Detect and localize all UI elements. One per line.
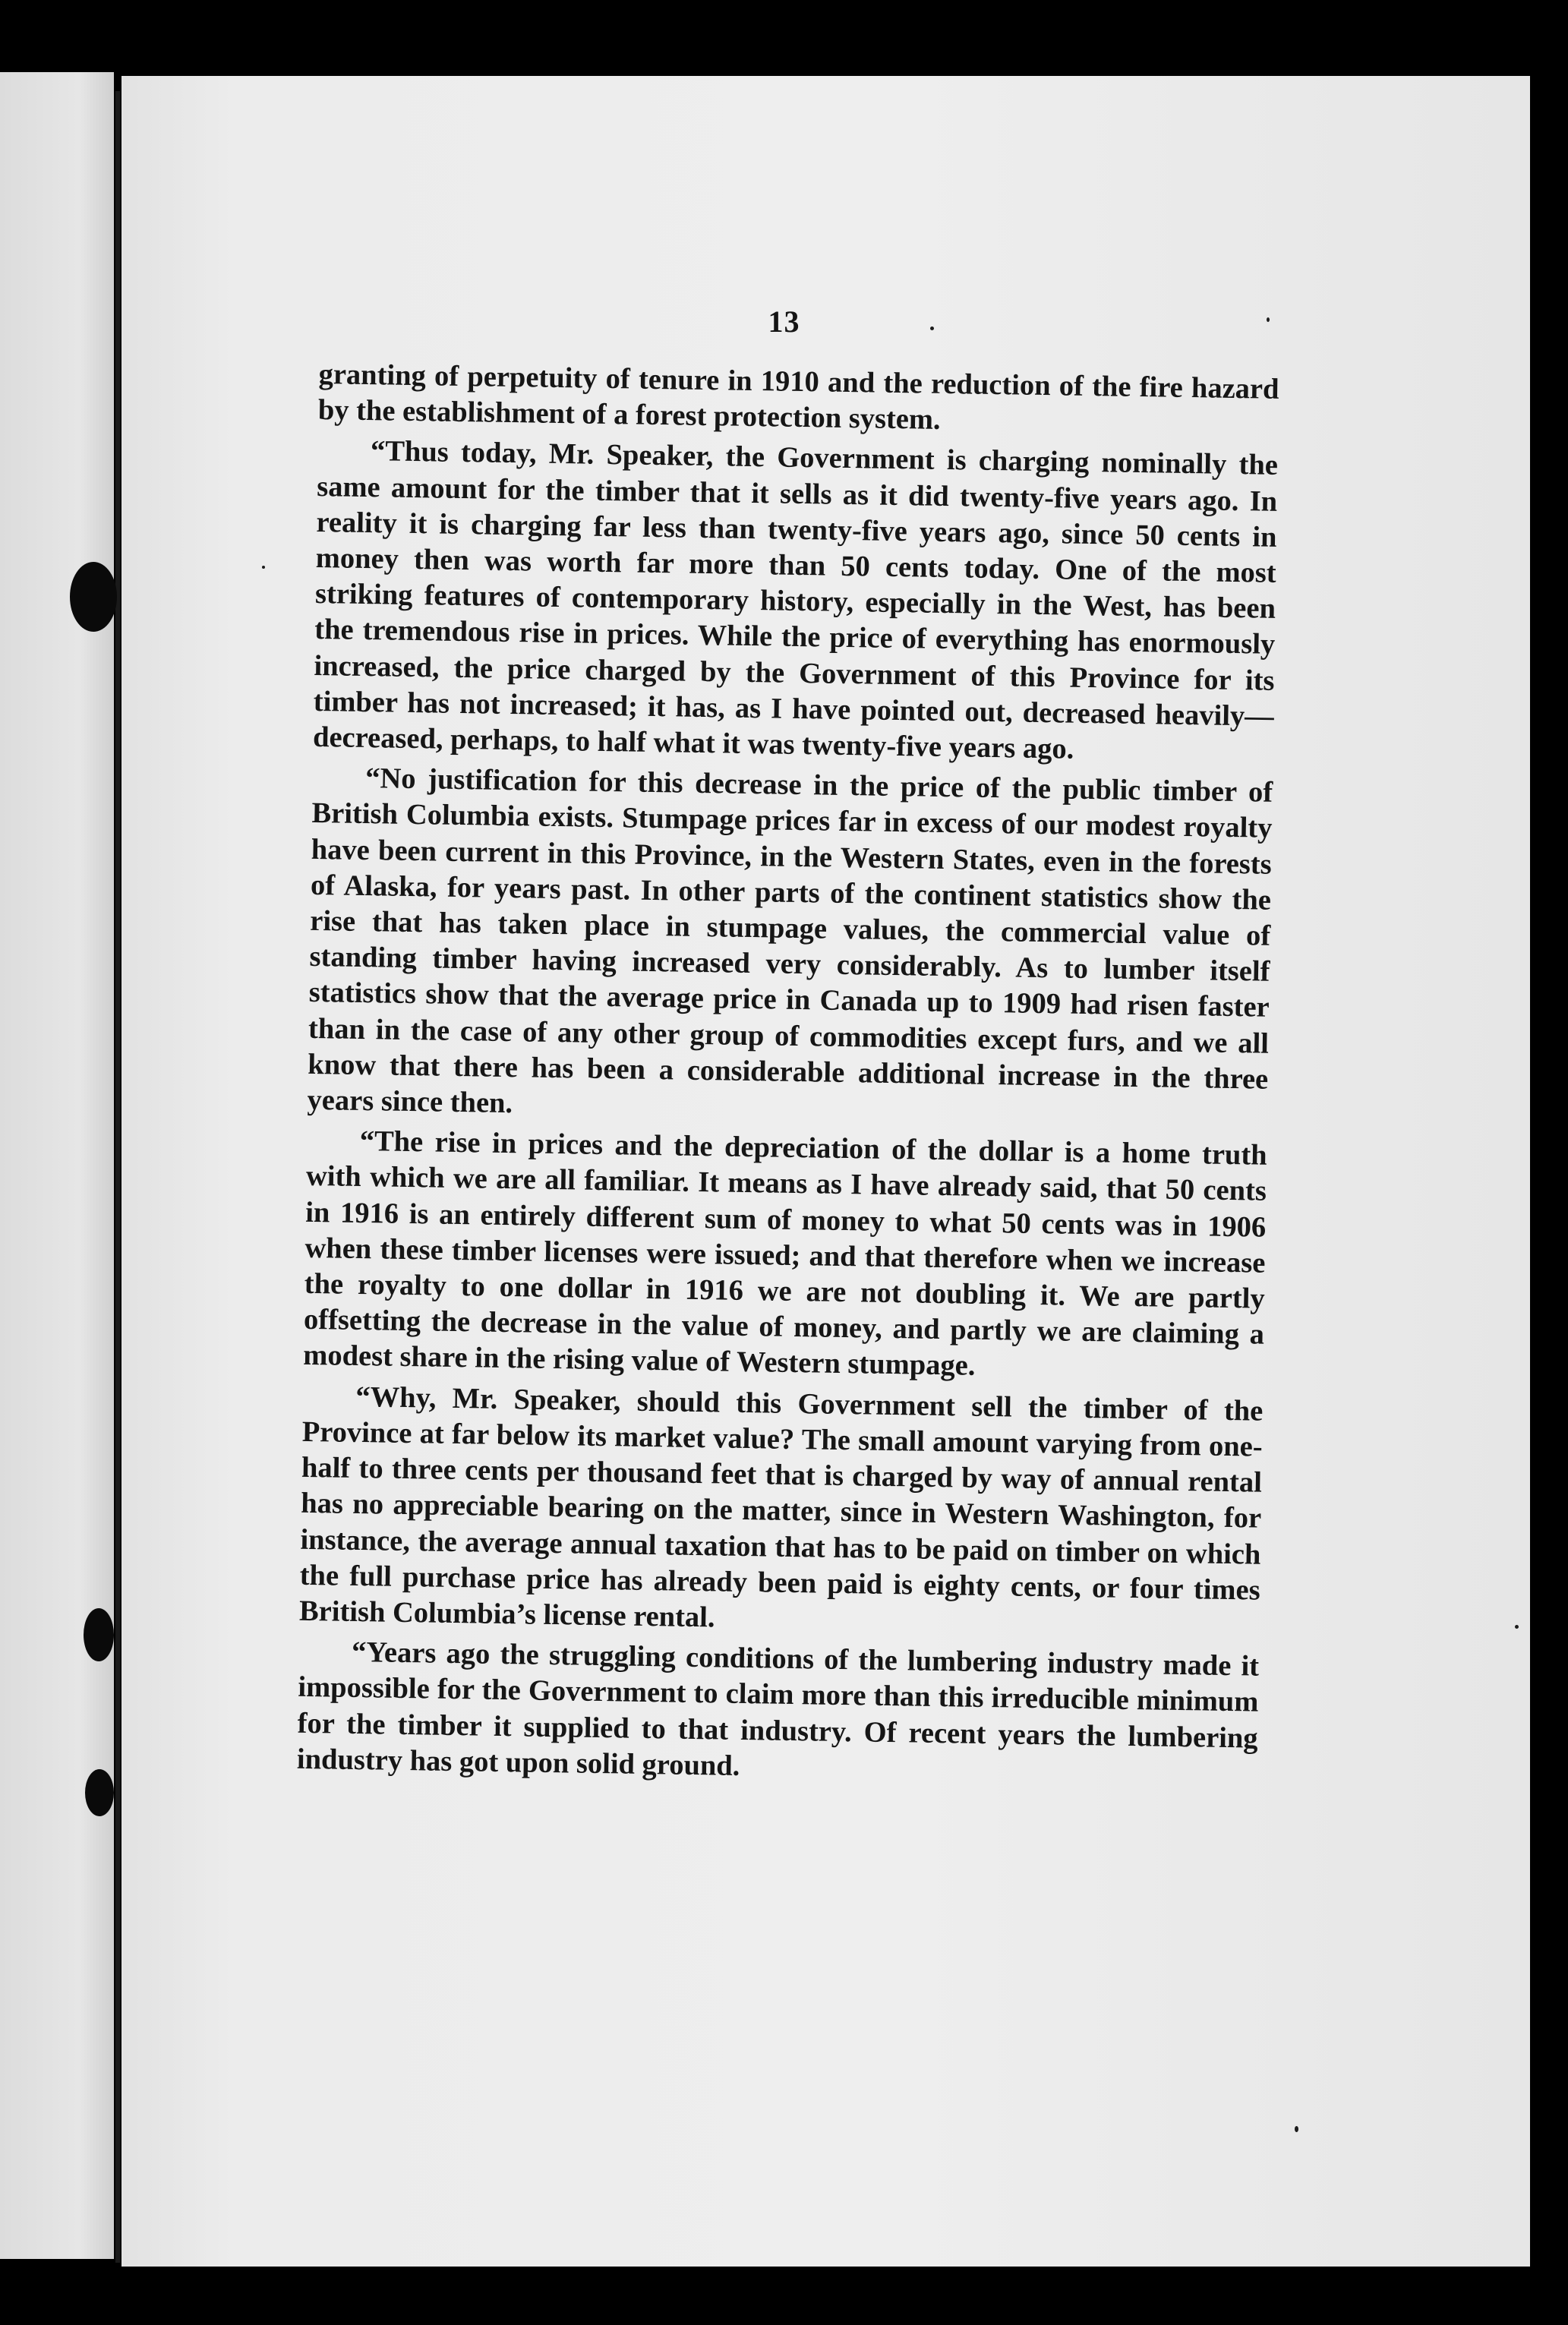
paragraph-2: “Thus today, Mr. Speaker, the Government is charging nominally the same amount for the timber that it sells as it did twenty-five years ago. In reality it is charging far less than twenty-five years ago, since 50 cents in money then was worth far more than 50 cents today. One of the most striking features of contemporary history, especially in the West, has been the tremendous rise in prices. While the price of everything has enormously increased, the price charged by the Government of this Province for its timber has not increased; it has, as I have pointed out, decreased heavily—decreased, perhaps, to half what it was twenty-five years ago. (312, 435, 1279, 765)
paragraph-1: granting of perpetuity of tenure in 1910 and the reduction of the fire hazard by the establishment of a forest protection system. (317, 358, 1279, 437)
scan-speck (262, 566, 265, 569)
page-number: 13 (768, 304, 800, 339)
adjacent-page-edge (0, 72, 114, 2259)
paragraph-6: “Years ago the struggling conditions of the lumbering industry made it impossible for the Government to claim more than this irreducible minimum for the timber it supplied to that industry. Of recent years the lumbering industry has got upon solid ground. (296, 1636, 1260, 1782)
body-text (297, 357, 1279, 1797)
paragraph-4: “The rise in prices and the depreciation of the dollar is a home truth with which we are all familiar. It means as I have already said, that 50 cents in 1916 is an entirely different sum of money to what 50 cents was in 1906 when these timber licenses were issued; and that therefore when we increase the royalty to one dollar in 1916 we are not doubling it. We are partly offsetting the decrease in the value of money, and partly we are claiming a modest share in the rising value of Western stumpage. (303, 1125, 1267, 1383)
paragraph-5: “Why, Mr. Speaker, should this Government sell the timber of the Province at far below its market value? The small amount varying from one-half to three cents per thousand feet that is charged by way of annual rental has no appreciable bearing on the matter, since in Western Washington, for instance, the average annual taxation that has to be paid on timber on which the full purchase price has already been paid is eighty cents, or four times British Columbia’s license rental. (298, 1380, 1264, 1634)
binding-hole-bottom (85, 1769, 114, 1816)
scan-speck (1515, 1625, 1519, 1629)
binding-hole-top (70, 562, 117, 632)
paragraph-3: “No justification for this decrease in the price of the public timber of British Columbia exists. Stumpage prices far in excess of our modest royalty have been current in this Province, in the Western States, even in the forests of Alaska, for years past. In other parts of the continent statistics show the rise that has taken place in stumpage values, the commercial value of standing timber having increased very considerably. As to lumber itself statistics show that the average price in Canada up to 1909 had risen faster than in the case of any other group of commodities except furs, and we all know that there has been a considerable additional increase in the three years since then. (307, 762, 1273, 1120)
binding-hole-middle (84, 1608, 114, 1661)
scan-speck (1295, 2126, 1298, 2132)
binding-edge (115, 91, 120, 2263)
